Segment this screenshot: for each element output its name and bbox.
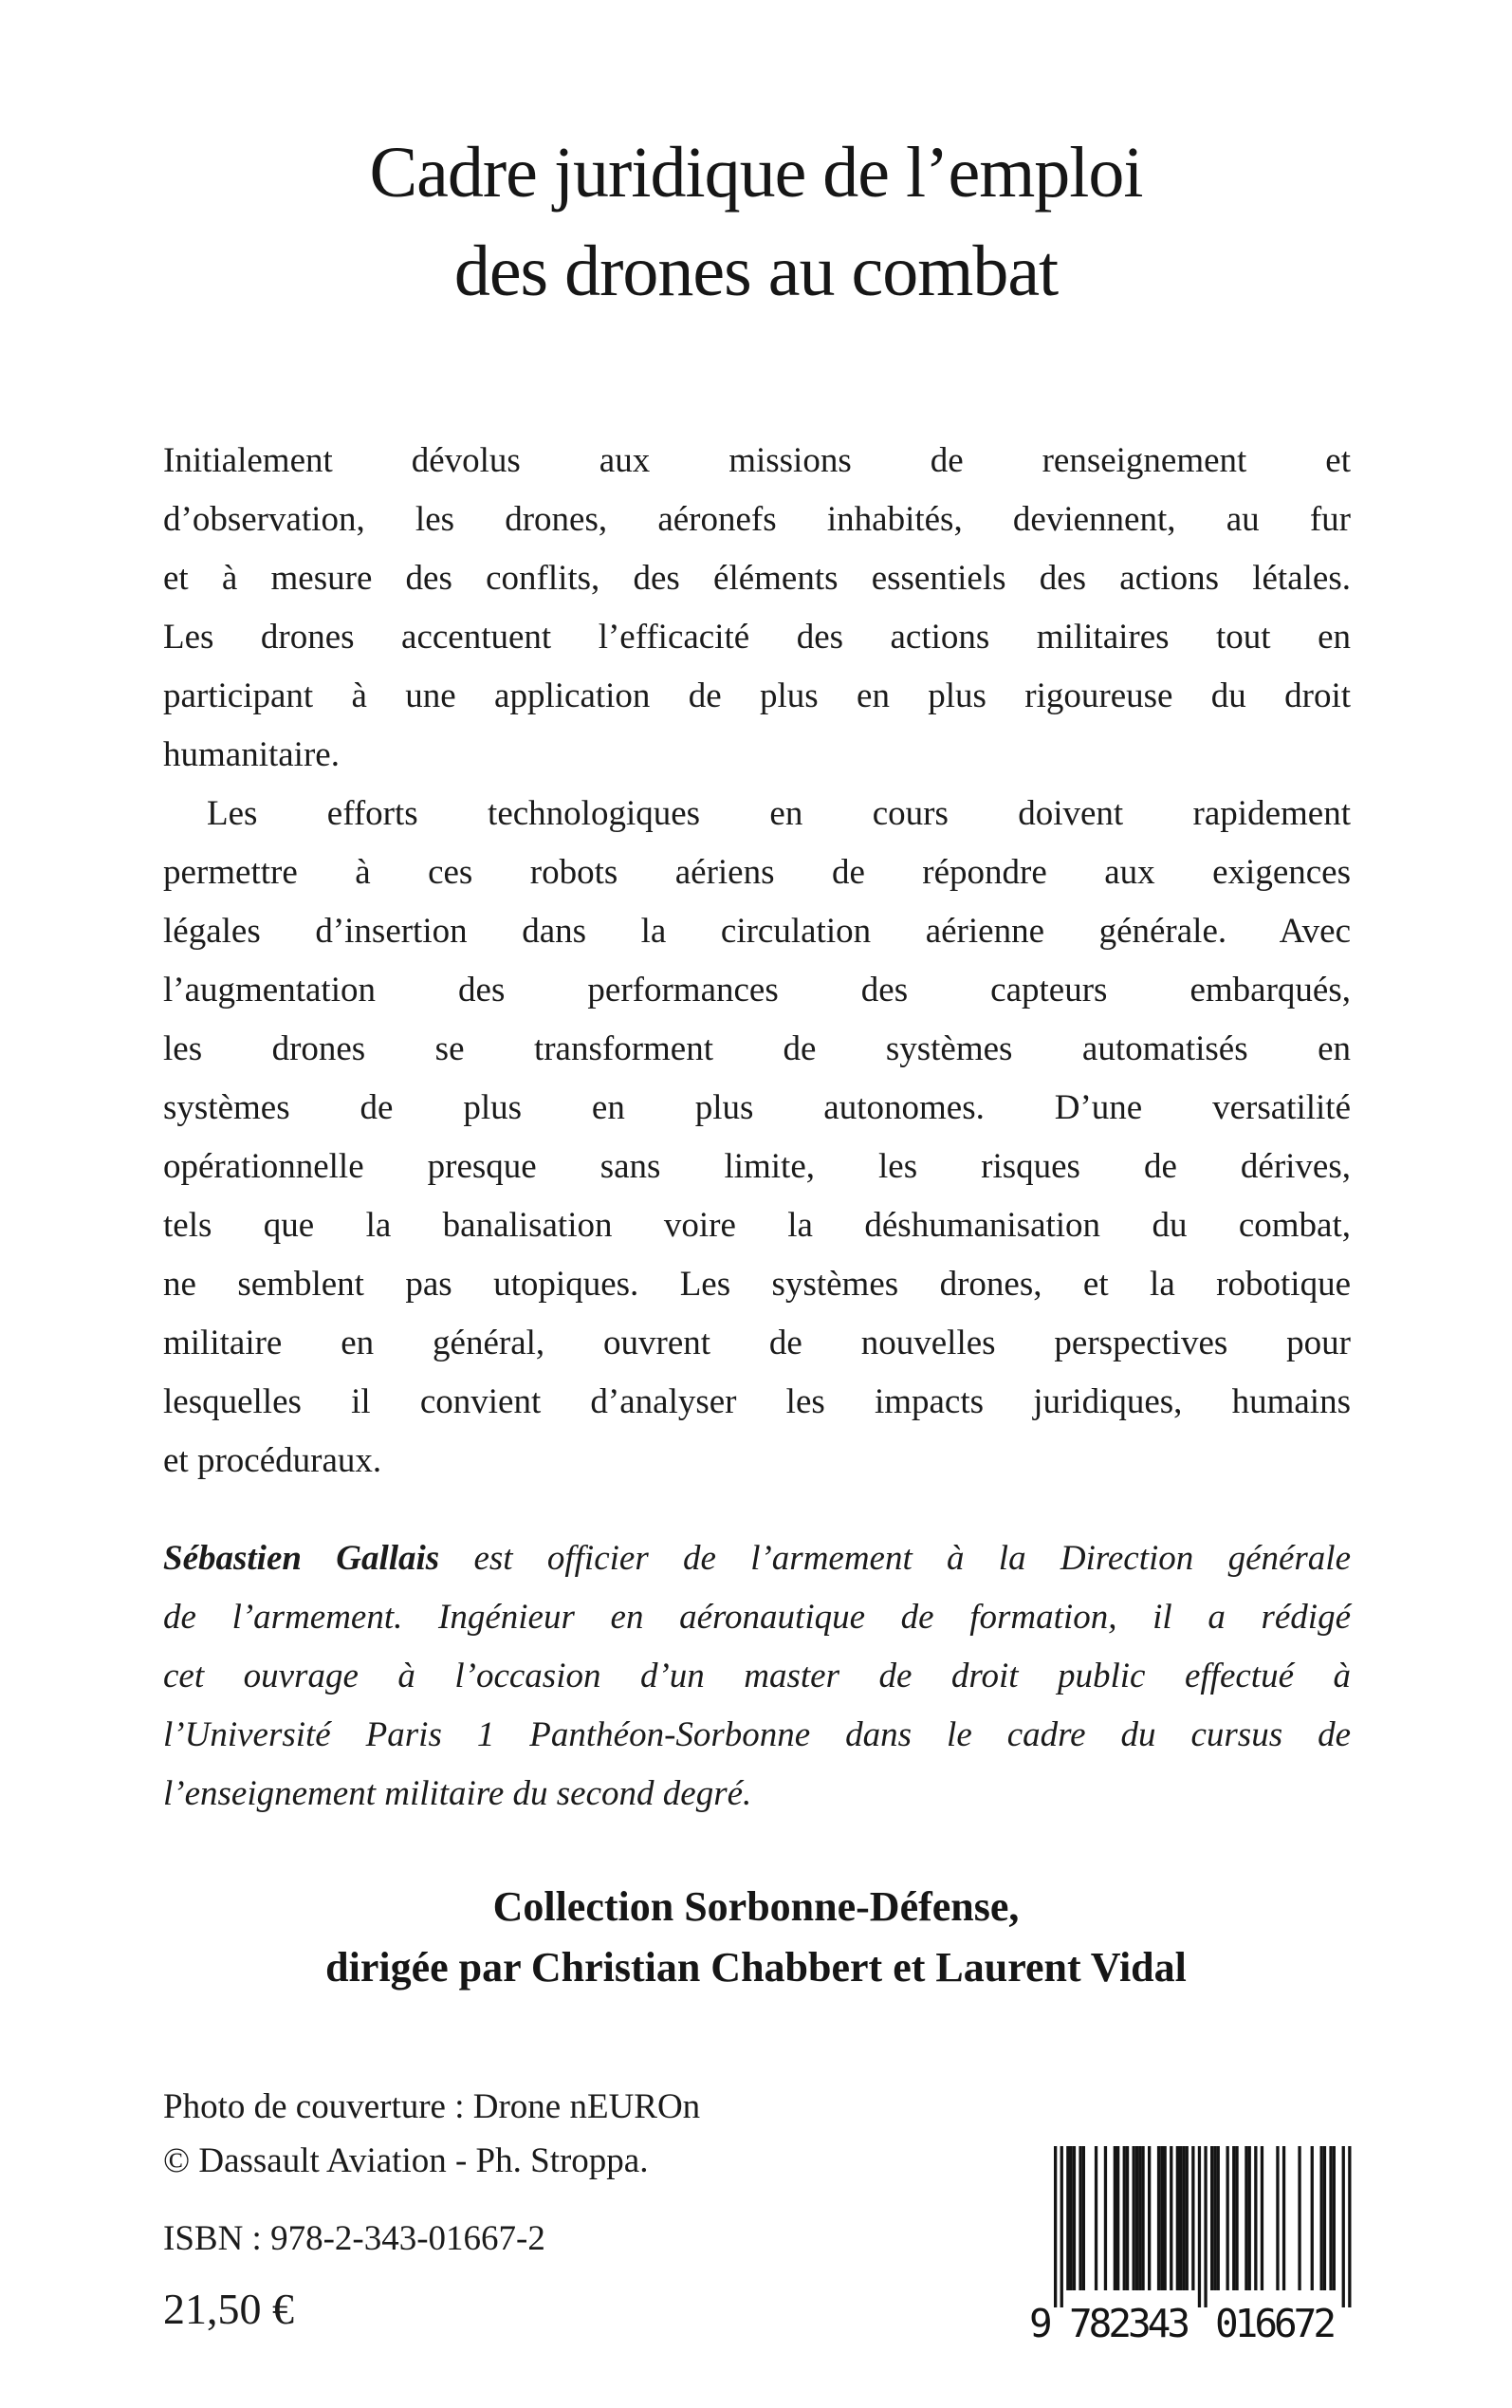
text-line: Les efforts technologiques en cours doivent rapidement	[207, 794, 1351, 833]
text-line: militaire en général, ouvrent de nouvelles perspectives pour	[163, 1324, 1351, 1362]
isbn-line: ISBN : 978-2-343-01667-2	[163, 2219, 545, 2258]
barcode-digits-right: 016672	[1215, 2301, 1337, 2345]
text-line: l’Université Paris 1 Panthéon-Sorbonne dans le cadre du cursus de	[163, 1715, 1351, 1754]
synopsis-paragraph-1	[163, 432, 1351, 785]
text-line: participant à une application de plus en plus rigoureuse du droit	[163, 676, 1351, 715]
text-line: de l’armement. Ingénieur en aéronautique de formation, il a rédigé	[163, 1598, 1351, 1637]
text-line: permettre à ces robots aériens de répondre aux exigences	[163, 853, 1351, 892]
text-line: humanitaire.	[163, 735, 340, 774]
title-line-1: Cadre juridique de l’emploi	[369, 133, 1143, 213]
author-name: Sébastien Gallais	[163, 1539, 440, 1578]
price: 21,50 €	[163, 2285, 294, 2333]
text-line: l’augmentation des performances des capteurs embarqués,	[163, 971, 1351, 1010]
synopsis-paragraph-2	[163, 785, 1351, 1491]
text-line: ne semblent pas utopiques. Les systèmes drones, et la robotique	[163, 1265, 1351, 1304]
text-line: et procéduraux.	[163, 1441, 382, 1480]
author-bio-lines	[163, 1588, 1351, 1824]
text-line: lesquelles il convient d’analyser les impacts juridiques, humains	[163, 1382, 1351, 1421]
collection-line-1: Collection Sorbonne-Défense,	[492, 1883, 1020, 1930]
author-bio-first-line-rest: est officier de l’armement à la Direction générale	[473, 1539, 1352, 1578]
text-line: cet ouvrage à l’occasion d’un master de droit public effectué à	[163, 1657, 1351, 1695]
text-line: opérationnelle presque sans limite, les risques de dérives,	[163, 1147, 1351, 1186]
text-line: légales d’insertion dans la circulation aérienne générale. Avec	[163, 912, 1351, 951]
text-line: Initialement dévolus aux missions de renseignement et	[163, 441, 1351, 480]
collection-line-2: dirigée par Christian Chabbert et Laurent Vidal	[325, 1944, 1187, 1991]
barcode-digit-first: 9	[1029, 2301, 1053, 2345]
author-bio-first-line	[163, 1529, 1351, 1588]
ean13-barcode	[1027, 2144, 1355, 2345]
text-line: tels que la banalisation voire la déshumanisation du combat,	[163, 1206, 1351, 1245]
text-line: systèmes de plus en plus autonomes. D’une versatilité	[163, 1088, 1351, 1127]
text-line: les drones se transforment de systèmes automatisés en	[163, 1029, 1351, 1068]
text-line: et à mesure des conflits, des éléments essentiels des actions létales.	[163, 559, 1351, 598]
synopsis	[163, 432, 1351, 1491]
photo-credit-line-2: © Dassault Aviation - Ph. Stroppa.	[163, 2141, 649, 2180]
text-line: Les drones accentuent l’efficacité des actions militaires tout en	[163, 618, 1351, 657]
page-title	[0, 123, 1512, 321]
text-line: d’observation, les drones, aéronefs inhabités, deviennent, au fur	[163, 500, 1351, 539]
barcode-digits-left: 782343	[1069, 2301, 1190, 2345]
photo-credit-line-1: Photo de couverture : Drone nEUROn	[163, 2087, 701, 2126]
author-bio	[163, 1529, 1351, 1824]
title-line-2: des drones au combat	[453, 232, 1059, 311]
text-line: l’enseignement militaire du second degré.	[163, 1774, 752, 1813]
collection-note	[0, 1877, 1512, 1998]
